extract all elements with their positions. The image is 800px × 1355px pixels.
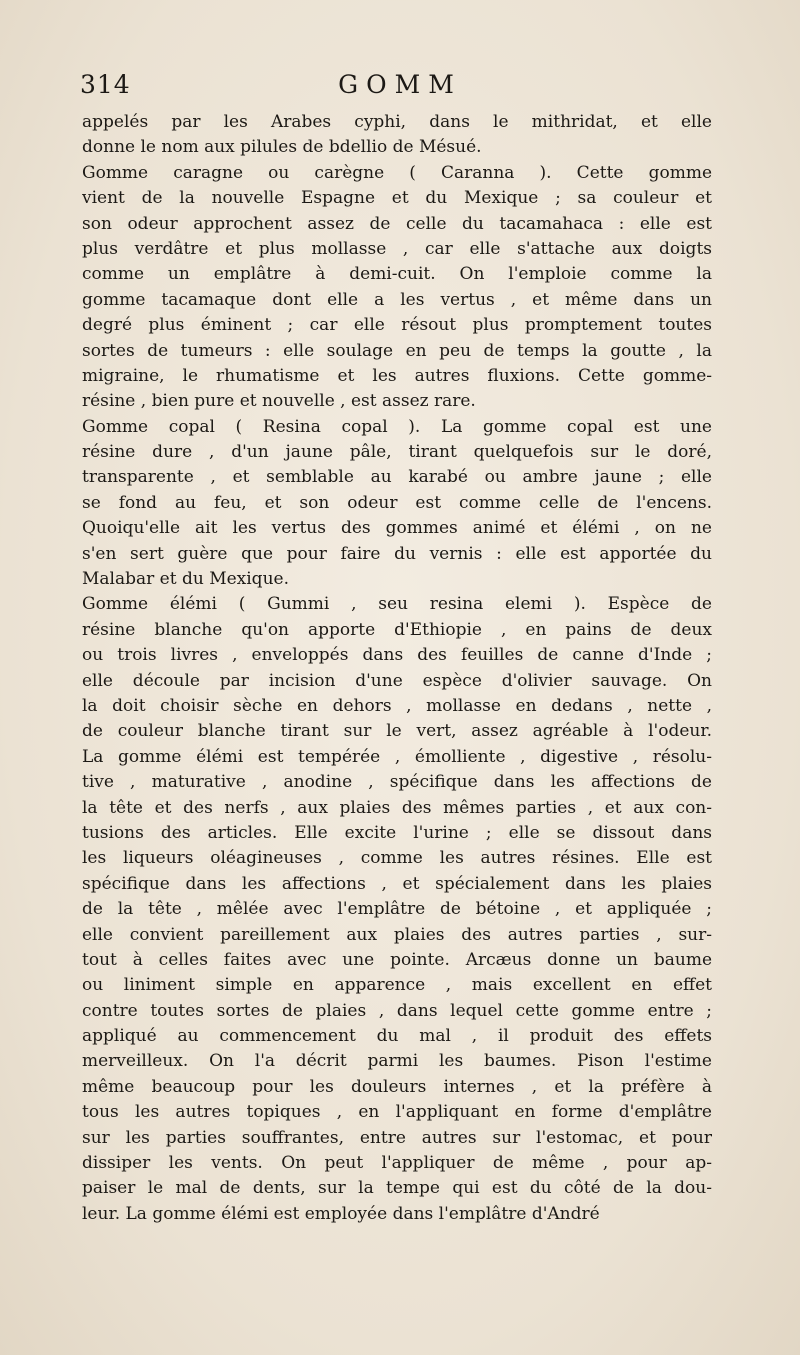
text-line: dissiper les vents. On peut l'appliquer de même , pour ap- xyxy=(82,1153,712,1174)
text-line: elle découle par incision d'une espèce d'olivier sauvage. On xyxy=(82,670,712,691)
text-line: son odeur approchent assez de celle du tacamahaca : elle est xyxy=(82,213,712,234)
text-line: plus verdâtre et plus mollasse , car elle s'attache aux doigts xyxy=(82,238,712,259)
text-line: résine dure , d'un jaune pâle, tirant quelquefois sur le doré, xyxy=(82,442,712,463)
text-line: transparente , et semblable au karabé ou ambre jaune ; elle xyxy=(82,467,712,488)
text-line: même beaucoup pour les douleurs internes , et la préfère à xyxy=(82,1076,712,1097)
text-line: comme un emplâtre à demi-cuit. On l'emploie comme la xyxy=(82,264,712,285)
page-header xyxy=(80,70,720,104)
text-line: degré plus éminent ; car elle résout plus promptement toutes xyxy=(82,315,712,336)
text-line: de couleur blanche tirant sur le vert, assez agréable à l'odeur. xyxy=(82,721,712,742)
body-text xyxy=(82,110,712,1227)
text-line: ou trois livres , enveloppés dans des feuilles de canne d'Inde ; xyxy=(82,645,712,666)
text-line: elle convient pareillement aux plaies des autres parties , sur- xyxy=(82,924,712,945)
text-line: La gomme élémi est tempérée , émolliente , digestive , résolu- xyxy=(82,746,712,767)
text-line: appliqué au commencement du mal , il produit des effets xyxy=(82,1026,712,1047)
text-line: tout à celles faites avec une pointe. Arcæus donne un baume xyxy=(82,949,712,970)
text-line: paiser le mal de dents, sur la tempe qui est du côté de la dou- xyxy=(82,1178,712,1199)
text-line: Quoiqu'elle ait les vertus des gommes animé et élémi , on ne xyxy=(82,518,712,539)
text-line: migraine, le rhumatisme et les autres fluxions. Cette gomme- xyxy=(82,365,712,386)
text-line: s'en sert guère que pour faire du vernis : elle est apportée du xyxy=(82,543,712,564)
text-line: Malabar et du Mexique. xyxy=(82,569,289,590)
text-line: donne le nom aux pilules de bdellio de Mésué. xyxy=(82,137,482,158)
text-line: la doit choisir sèche en dehors , mollasse en dedans , nette , xyxy=(82,695,712,716)
text-line: Gomme élémi ( Gummi , seu resina elemi ). Espèce de xyxy=(82,594,712,615)
text-line: tous les autres topiques , en l'appliquant en forme d'emplâtre xyxy=(82,1102,712,1123)
text-line: gomme tacamaque dont elle a les vertus , et même dans un xyxy=(82,289,712,310)
text-line: sortes de tumeurs : elle soulage en peu de temps la goutte , la xyxy=(82,340,712,361)
text-line: sur les parties souffrantes, entre autres sur l'estomac, et pour xyxy=(82,1127,712,1148)
text-line: spécifique dans les affections , et spécialement dans les plaies xyxy=(82,873,712,894)
text-line: résine blanche qu'on apporte d'Ethiopie , en pains de deux xyxy=(82,619,712,640)
text-line: tive , maturative , anodine , spécifique dans les affections de xyxy=(82,772,712,793)
text-line: se fond au feu, et son odeur est comme celle de l'encens. xyxy=(82,492,712,513)
running-head: GOMM xyxy=(338,70,462,99)
text-line: les liqueurs oléagineuses , comme les autres résines. Elle est xyxy=(82,848,712,869)
text-line: Gomme caragne ou carègne ( Caranna ). Cette gomme xyxy=(82,162,712,183)
text-line: la tête et des nerfs , aux plaies des mêmes parties , et aux con- xyxy=(82,797,712,818)
text-line: résine , bien pure et nouvelle , est assez rare. xyxy=(82,391,476,412)
text-line: Gomme copal ( Resina copal ). La gomme copal est une xyxy=(82,416,712,437)
text-line: appelés par les Arabes cyphi, dans le mithridat, et elle xyxy=(82,112,712,132)
text-line: contre toutes sortes de plaies , dans lequel cette gomme entre ; xyxy=(82,1000,712,1021)
text-line: leur. La gomme élémi est employée dans l'emplâtre d'André xyxy=(82,1203,600,1224)
text-line: merveilleux. On l'a décrit parmi les baumes. Pison l'estime xyxy=(82,1051,712,1072)
text-line: vient de la nouvelle Espagne et du Mexique ; sa couleur et xyxy=(82,188,712,209)
page-number: 314 xyxy=(80,70,131,99)
text-line: tusions des articles. Elle excite l'urine ; elle se dissout dans xyxy=(82,822,712,843)
text-line: ou liniment simple en apparence , mais excellent en effet xyxy=(82,975,712,996)
text-line: de la tête , mêlée avec l'emplâtre de bétoine , et appliquée ; xyxy=(82,899,712,920)
